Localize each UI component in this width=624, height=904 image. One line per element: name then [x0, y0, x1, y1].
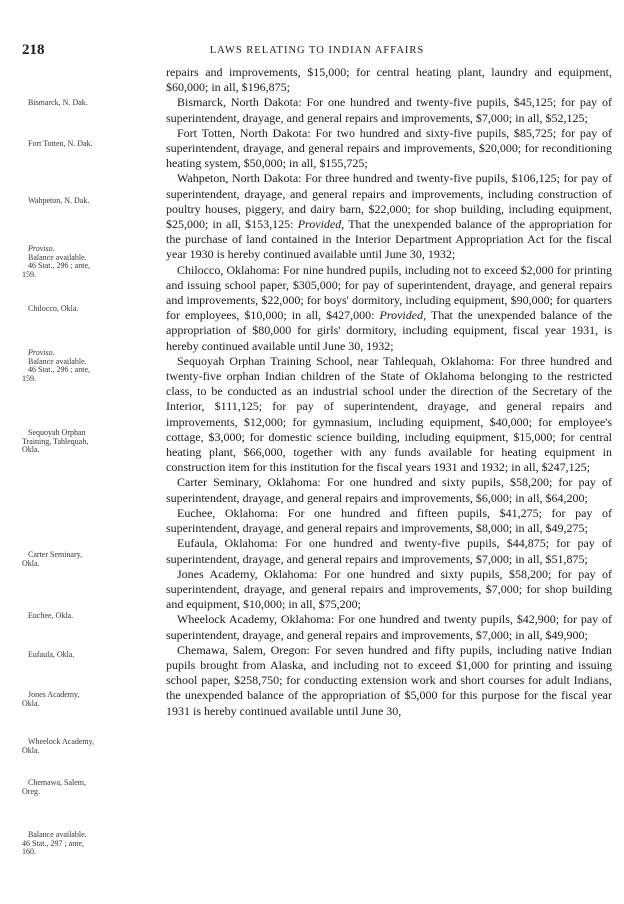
margin-note: [22, 428, 156, 455]
margin-note-line: Carter Seminary,: [28, 550, 83, 559]
paragraph-text: Chilocco, Oklahoma: For nine hundred pupils, including not to exceed $2,000 for printing and issuing school paper, $305,000; for pay of superintendent, drayage, and general repairs and improvements, $22,000; for boys' dormitory, including equipment, $90,000; for quarters for employees, $10,000; in all, $427,000:: [166, 262, 612, 323]
margin-note: [22, 778, 156, 796]
margin-note-line: Okla.: [22, 445, 40, 454]
margin-note-line: Balance available.: [28, 830, 87, 839]
margin-note: [22, 737, 156, 755]
margin-note-line: Okla.: [22, 698, 40, 708]
margin-note-line: 160.: [22, 847, 36, 856]
paragraph-text: Bismarck, North Dakota: For one hundred and twenty-five pupils, $45,125; for pay of superintendent, drayage, and general repairs and improvements, $7,000; in all, $52,125;: [166, 95, 612, 125]
paragraph-text: , That the unexpended balance of the appropriation of $80,000 for girls' dormitory, including equipment, fiscal year 1931, is hereby continued available until June 30, 1932;: [166, 308, 612, 353]
paragraph: [166, 643, 612, 719]
margin-note: [22, 830, 156, 857]
margin-note-proviso: Proviso.: [28, 244, 55, 253]
margin-note-line: Oreg.: [22, 786, 40, 796]
paragraph-text: Eufaula, Oklahoma: For one hundred and twenty-five pupils, $44,875; for pay of superintendent, drayage, and general repairs and improvements, $7,000; in all, $51,875;: [166, 536, 612, 566]
margin-note-line: Training, Tahlequah,: [22, 436, 89, 446]
margin-note-line: Chemawa, Salem,: [28, 778, 86, 787]
paragraph-text: , That the unexpended balance of the appropriation for the purchase of land contained in the Interior Department Appropriation Act for the fiscal year 1930 is hereby continued available until June 30, 1932;: [166, 217, 612, 262]
margin-note-line: 46 Stat., 296 ; ante,: [28, 365, 90, 374]
margin-note-line: Jones Academy,: [28, 690, 80, 699]
margin-note: [28, 99, 156, 108]
paragraph-text: Sequoyah Orphan Training School, near Tahlequah, Oklahoma: For three hundred and twenty-five orphan Indian children of the State of Oklahoma belonging to the restricted class, to be conducted as an industrial school under the direction of the Secretary of the Interior, $111,125; for pay of superintendent, drayage, and general repairs and improvements, $12,000; for gymnasium, including equipment, $40,000; for employee's cottage, $3,000; for domestic science building, including equipment, $15,000; for central heating plant, $66,000, together with any funds available for heating equipment in construction item for this institution for the fiscal years 1931 and 1932; in all, $247,125;: [166, 353, 612, 475]
paragraph-text: Euchee, Oklahoma: For one hundred and fifteen pupils, $41,275; for pay of superintendent, drayage, and general repairs and improvements, $8,000; in all, $49,275;: [166, 505, 612, 536]
margin-note-line: Balance available.: [28, 356, 87, 366]
margin-note-line: Chilocco, Okla.: [28, 304, 79, 313]
page-number: 218: [22, 42, 45, 58]
margin-note-line: Eufaula, Okla.: [28, 650, 75, 659]
margin-note-line: Wheelock Academy,: [28, 737, 95, 746]
margin-note-line: Wahpeton, N. Dak.: [28, 196, 90, 205]
paragraph-text: Carter Seminary, Oklahoma: For one hundred and sixty pupils, $58,200; for pay of superintendent, drayage, and general repairs and improvements, $6,000; in all, $64,200;: [166, 475, 612, 505]
paragraph: [166, 354, 612, 476]
margin-note-line: 159.: [22, 373, 36, 383]
paragraph: [166, 126, 612, 172]
margin-note-line: Fort Totten, N. Dak.: [28, 139, 93, 148]
body-text: [166, 65, 612, 719]
margin-note: [28, 651, 156, 660]
paragraph: [166, 171, 612, 262]
margin-note: [22, 348, 156, 383]
margin-note-line: Bismarck, N. Dak.: [28, 98, 88, 107]
margin-note: [22, 550, 156, 568]
paragraph-text: Chemawa, Salem, Oregon: For seven hundred and fifty pupils, including native Indian pupils brought from Alaska, and including not to exceed $1,000 for printing and issuing school paper, $258,750; for conducting extension work and short courses for adult Indians, the unexpended balance of the appropriation of $5,000 for this purpose for the fiscal year 1931 is hereby continued available until June 30,: [166, 642, 612, 718]
margin-note-line: Balance available.: [28, 252, 87, 262]
paragraph-text: repairs and improvements, $15,000; for central heating plant, laundry and equipment, $60,000; in all, $196,875;: [166, 65, 612, 95]
paragraph: [166, 475, 612, 505]
paragraph: [166, 536, 612, 566]
paragraph: [166, 95, 612, 125]
margin-note-line: Sequoyah Orphan: [28, 428, 86, 437]
margin-note-line: Okla.: [22, 558, 40, 568]
paragraph: [166, 567, 612, 613]
margin-note-proviso: Proviso.: [28, 348, 55, 357]
paragraph: [166, 612, 612, 642]
paragraph: [166, 263, 612, 354]
paragraph-text: Fort Totten, North Dakota: For two hundred and sixty-five pupils, $85,725; for pay of superintendent, drayage, and general repairs and improvements, $20,000; for reconditioning heating system, $50,000; in all, $155,725;: [166, 125, 612, 171]
proviso-word: Provided: [379, 308, 424, 323]
margin-note-line: Euchee, Okla.: [28, 611, 74, 620]
paragraph-text: Jones Academy, Oklahoma: For one hundred and sixty pupils, $58,200; for pay of superintendent, drayage, and general repairs and improvements, $7,000; for shop building and equipment, $10,000; in all, $75,200;: [166, 566, 612, 612]
paragraph: [166, 506, 612, 536]
margin-note-line: 159.: [22, 269, 36, 279]
margin-note: [22, 690, 156, 708]
margin-note: [22, 244, 156, 279]
margin-note: [28, 612, 156, 621]
running-head: LAWS RELATING TO INDIAN AFFAIRS: [209, 45, 425, 56]
margin-note: [28, 197, 156, 206]
margin-note: [28, 140, 156, 149]
paragraph-text: Wheelock Academy, Oklahoma: For one hundred and twenty pupils, $42,900; for pay of superintendent, drayage, and general repairs and improvements, $7,000; in all, $49,900;: [166, 612, 612, 642]
margin-notes: [0, 0, 160, 904]
margin-note: [28, 305, 156, 314]
margin-note-line: 46 Stat., 296 ; ante,: [28, 261, 90, 270]
margin-note-line: 46 Stat., 297 ; ante,: [22, 838, 84, 848]
paragraph-text: Wahpeton, North Dakota: For three hundred and twenty-five pupils, $106,125; for pay of superintendent, drayage, and general repairs and improvements, including construction of poultry houses, piggery, and dairy barn, $22,000; for shop building, including equipment, $25,000; in all, $153,125:: [166, 171, 612, 232]
proviso-word: Provided: [297, 217, 342, 232]
margin-note-line: Okla.: [22, 745, 40, 755]
paragraph: [166, 65, 612, 95]
